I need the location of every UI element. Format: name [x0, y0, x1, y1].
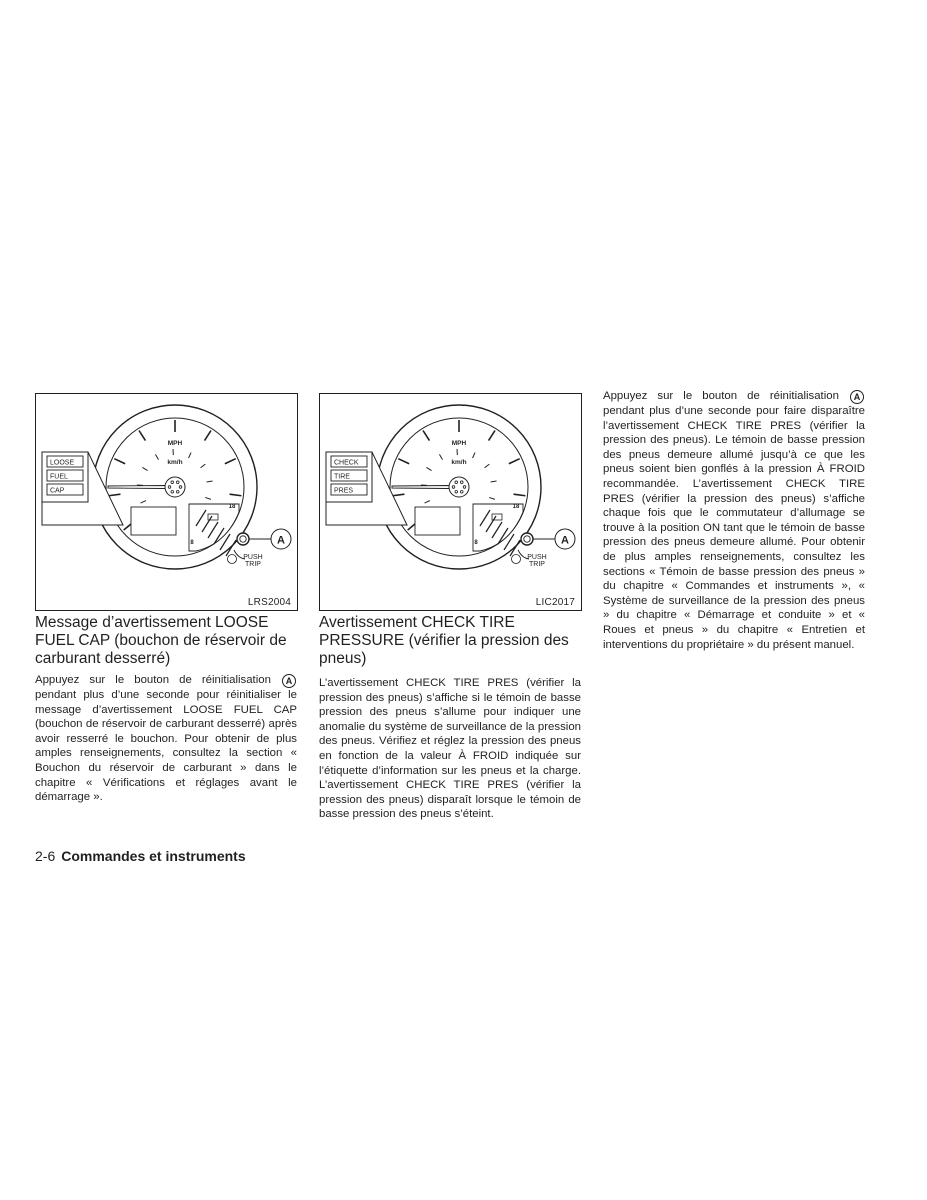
loose-fuel-cap-paragraph	[35, 673, 297, 805]
gauge-kmh-label: km/h	[167, 459, 183, 466]
callout-a-label: A	[277, 534, 285, 547]
paragraph-text: pendant plus d’une seconde pour réinitialiser le message d’avertissement LOOSE FUEL CAP (bouchon de réservoir de carburant desserré) après avoir resserré le bouchon. Pour obtenir de plus amples renseignements, consultez la section « Bouchon du réservoir de carburant » dans le chapitre « Vérifications et réglages avant le démarrage ».	[35, 689, 297, 804]
display-window	[415, 507, 460, 535]
fuel-gauge-max-label: 18	[228, 504, 236, 510]
gauge-needle	[108, 486, 165, 489]
paragraph-text: pendant plus d’une seconde pour faire disparaître l’avertissement CHECK TIRE PRES (vérifier la pression des pneus). Le témoin de basse pression des pneus demeure allumé jusqu’à ce que les pneus soient bien gonflés à la pression À FROID recommandée. L’avertissement CHECK TIRE PRES (vérifier la pression des pneus) s’affiche chaque fois que le commutateur d’allumage se trouve à la position ON tant que le témoin de basse pression des pneus demeure allumé. Pour obtenir de plus amples renseignements, consultez les sections « Témoin de basse pression des pneus » du chapitre « Commandes et instruments », « Système de surveillance de la pression des pneus » du chapitre « Démarrage et conduite » et « Roues et pneus » du chapitre « Entretien et interventions du propriétaire » du présent manuel.	[603, 405, 865, 651]
trip-button-inner	[240, 536, 246, 542]
fuel-gauge-min-label: 8	[190, 540, 194, 546]
gauge-needle	[392, 486, 449, 489]
callout-a-label: A	[561, 534, 569, 547]
display-window	[131, 507, 176, 535]
tire-warning-icon	[228, 555, 237, 564]
speedometer-illustration	[36, 394, 299, 612]
trip-label: TRIP	[529, 561, 545, 568]
gauge-mph-label: MPH	[167, 440, 183, 447]
message-line-text: FUEL	[50, 473, 68, 481]
message-line-text: LOOSE	[50, 459, 75, 467]
page-footer	[35, 848, 246, 864]
section-heading-check-tire-pressure: Avertissement CHECK TIRE PRESSURE (vérifier la pression des pneus)	[319, 614, 569, 667]
speedometer-illustration	[320, 394, 583, 612]
check-tire-pressure-paragraph: L’avertissement CHECK TIRE PRES (vérifier la pression des pneus) s’affiche si le témoin de basse pression des pneus s’allume pour indiquer une anomalie du système de surveillance de la pression des pneus. Vérifiez et réglez la pression des pneus en fonction de la valeur À FROID indiquée sur l’étiquette d’information sur les pneus et la charge. L’avertissement CHECK TIRE PRES (vérifier la pression des pneus) disparaît lorsque le témoin de basse pression des pneus s’éteint.	[319, 677, 581, 821]
page-number: 2-6	[35, 848, 56, 864]
tire-warning-icon	[512, 555, 521, 564]
chapter-title: Commandes et instruments	[61, 848, 246, 864]
fuel-gauge-max-label: 18	[512, 504, 520, 510]
message-line-text: PRES	[334, 487, 354, 495]
message-line-text: TIRE	[334, 473, 350, 481]
section-heading-loose-fuel-cap: Message d’avertissement LOOSE FUEL CAP (bouchon de réservoir de carburant desserré)	[35, 614, 287, 667]
gauge-kmh-label: km/h	[451, 459, 467, 466]
reset-button-a-marker: A	[282, 674, 296, 688]
push-label: PUSH	[527, 554, 547, 561]
figure-check-tire-pres	[319, 393, 582, 611]
right-column-paragraph	[603, 389, 865, 652]
trip-button-inner	[524, 536, 530, 542]
trip-label: TRIP	[245, 561, 261, 568]
figure-code: LRS2004	[247, 597, 291, 608]
paragraph-text: Appuyez sur le bouton de réinitialisation	[35, 674, 271, 686]
paragraph-text: Appuyez sur le bouton de réinitialisation	[603, 390, 839, 402]
fuel-gauge-min-label: 8	[474, 540, 478, 546]
push-label: PUSH	[243, 554, 263, 561]
figure-code: LIC2017	[535, 597, 575, 608]
figure-loose-fuel-cap	[35, 393, 298, 611]
gauge-mph-label: MPH	[451, 440, 467, 447]
message-line-text: CAP	[50, 487, 65, 495]
reset-button-a-marker: A	[850, 390, 864, 404]
message-line-text: CHECK	[334, 459, 359, 467]
